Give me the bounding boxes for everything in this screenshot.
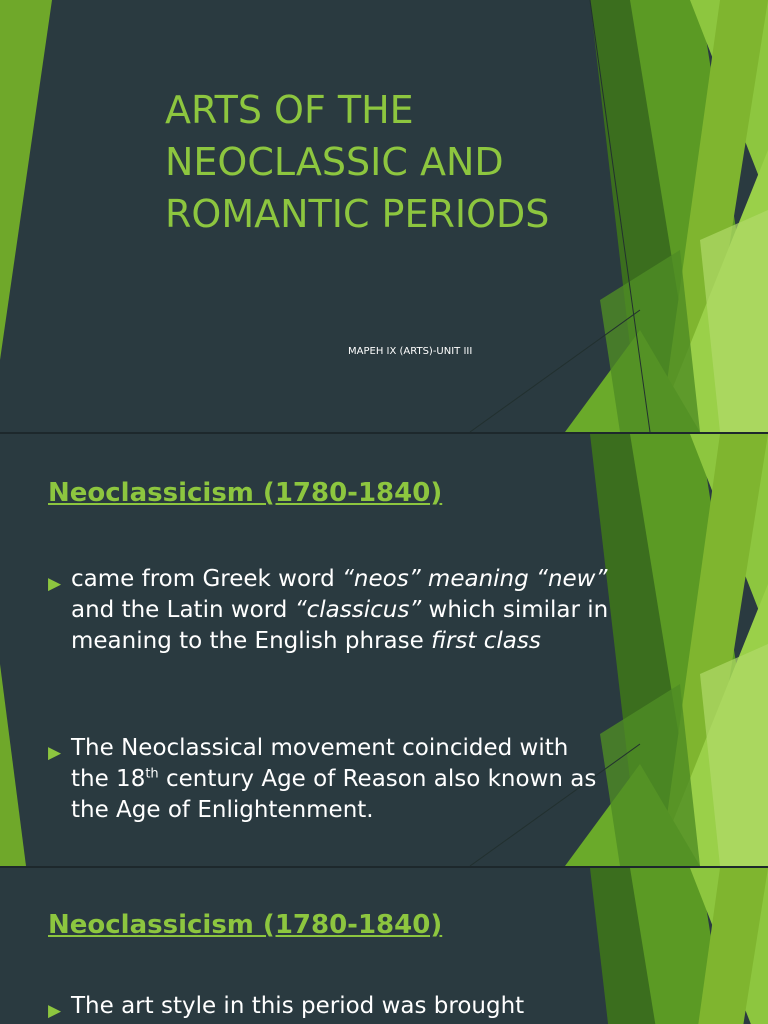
bullet-text: came from Greek word “neos” meaning “new” and the Latin word “classicus” which similar in meaning to the English phrase first class — [71, 566, 609, 654]
slide-neoclassicism-2 — [0, 868, 768, 1024]
bullet-text: The art style in this period was brought — [71, 993, 525, 1019]
slide-neoclassicism-1 — [0, 434, 768, 866]
slide-heading: Neoclassicism (1780-1840) — [48, 910, 443, 940]
bullet-item — [48, 564, 611, 657]
bullet-text: The Neoclassical movement coincided with the 18th century Age of Reason also known as the Age of Enlightenment. — [71, 735, 597, 823]
slide-heading: Neoclassicism (1780-1840) — [48, 478, 443, 508]
bullet-item — [48, 991, 611, 1022]
slide-subtitle: MAPEH IX (ARTS)-UNIT III — [348, 346, 473, 357]
bullet-item — [48, 733, 611, 826]
slide-title — [0, 0, 768, 432]
slide-title-text: ARTS OF THE NEOCLASSIC AND ROMANTIC PERIODS — [165, 88, 550, 236]
triangle-right-icon: ▶ — [48, 1001, 62, 1021]
triangle-right-icon: ▶ — [48, 574, 62, 594]
triangle-right-icon: ▶ — [48, 743, 62, 763]
